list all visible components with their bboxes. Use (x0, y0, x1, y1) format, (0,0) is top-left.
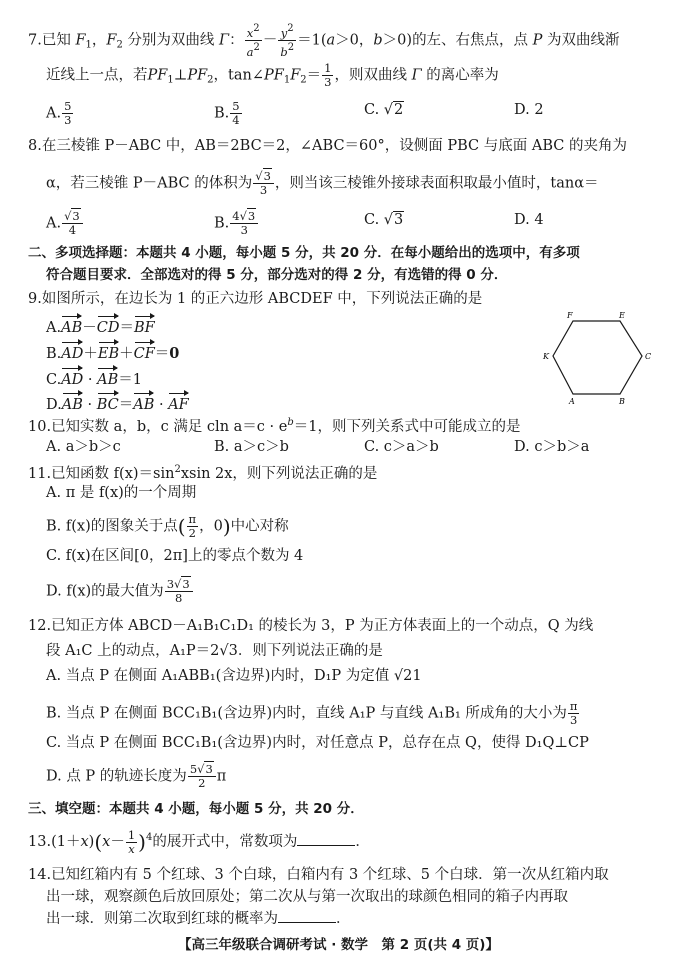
option-label: C. (46, 372, 62, 388)
q11-text: 中心对称 (230, 518, 289, 535)
q9-option-d: D.AB · BC＝AB · AF (46, 391, 189, 415)
hexagon-shape (553, 321, 642, 394)
q11-option-a: A. π 是 f(x)的一个周期 (46, 485, 197, 501)
option-label: D. (46, 397, 62, 413)
sqrt-value: 2 (394, 102, 404, 118)
q11-option-d: D. f(x)的最大值为 $\frac{3√3}{8}$ (46, 578, 194, 605)
q13-stem: 13.(1＋x)(x－ $\frac{1}{x}$ )$^4$的展开式中，常数项为 ． (28, 827, 370, 856)
q12-option-b: B. 当点 P 在侧面 BCC₁B₁(含边界)内时，直线 A₁P 与直线 A₁B₁ 所成角的大小为 $\frac{\pi}{3}$ (46, 699, 578, 727)
q11-option-b: B. f(x)的图象关于点( $\frac{\pi}{2}$ ，0)中心对称 (46, 512, 289, 540)
hex-label-e: E (619, 311, 625, 320)
q8-option-a: A. $\frac{√3}{4}$ (46, 210, 84, 237)
page-footer: 【高三年级联合调研考试 · 数学 第 2 页(共 4 页)】 (178, 937, 499, 953)
hex-label-a: A (569, 397, 575, 406)
q12-text: 已知正方体 ABCD－A₁B₁C₁D₁ 的棱长为 3，P 为正方体表面上的一个动点，Q 为线 (51, 618, 594, 634)
q9-option-b: B.AD＋EB＋CF＝0 (46, 340, 179, 364)
q7-text: 为双曲线渐 (547, 32, 620, 49)
hex-label-b: B (619, 397, 625, 406)
q7-text: 的离心率为 (426, 67, 499, 84)
q10-text: ＝1，则下列关系式中可能成立的是 (293, 419, 521, 435)
q13-number: 13. (28, 834, 52, 850)
option-label: A. (46, 215, 62, 232)
q12-line2: 段 A₁C 上的动点，A₁P＝2√3．则下列说法正确的是 (46, 643, 383, 659)
q14-answer-blank[interactable] (278, 908, 336, 923)
q9-stem (28, 289, 482, 309)
q7-text: 分别为双曲线 (127, 32, 215, 49)
q8-option-d: D. 4 (514, 212, 544, 228)
option-label: B. (214, 105, 230, 122)
q9-text: 如图所示，在边长为 1 的正六边形 ABCDEF 中，下列说法正确的是 (41, 291, 483, 307)
q7-frac-tan: $\frac{1}{3}$ (324, 61, 332, 89)
q11-text: 已知函数 f(x)＝sin (51, 466, 175, 482)
q7-number: 7. (28, 32, 42, 49)
option-label: B. (46, 346, 62, 362)
hexagon-figure (540, 310, 660, 406)
q12-line1 (28, 616, 593, 636)
hex-label-f: F (567, 311, 573, 320)
q14-line1 (28, 865, 609, 885)
q7-text: 的左、右焦点，点 (412, 32, 529, 49)
q11-option-c: C. f(x)在区间[0，2π]上的零点个数为 4 (46, 548, 304, 564)
section2-instructions: 符合题目要求．全部选对的得 5 分，部分选对的得 2 分，有选错的得 0 分． (46, 267, 508, 283)
q8-line2 (46, 170, 599, 197)
q8-option-b: B. $\frac{4√3}{3}$ (214, 210, 259, 237)
q13-answer-blank[interactable] (297, 831, 355, 846)
q12-number: 12. (28, 618, 52, 634)
q8-text: 在三棱锥 P－ABC 中，AB＝2BC＝2，∠ABC＝60°，设侧面 PBC 与底面 ABC 的夹角为 (41, 138, 627, 154)
q9-option-a: A.AB－CD＝BF (46, 314, 155, 338)
q7-option-a (46, 100, 74, 127)
frac-den: 4 (232, 113, 240, 127)
frac-num: 5 (64, 99, 72, 113)
q10-stem: 10.已知实数 a，b，c 满足 cln $a=c \cdot e^b=1$，则下列关系式中可能成立的是 (28, 417, 521, 435)
q10-text: 已知实数 a，b，c 满足 cln a＝c · e (51, 419, 288, 435)
q7-line2: 近线上一点，若$PF_1\perp PF_2$，$\tan\angle PF_1F_2=$ $\frac{1}{3}$ ，则双曲线 Γ 的离心率为 (46, 61, 499, 89)
q10-number: 10. (28, 419, 52, 435)
q14-line2: 出一球，观察颜色后放回原处；第二次从与第一次取出的球颜色相同的箱子内再取 (46, 889, 568, 905)
option-label: B. (214, 215, 230, 232)
q13-text: 的展开式中，常数项为 (152, 834, 298, 850)
option-label: A. (46, 320, 62, 336)
q12-text: D. 点 P 的轨迹长度为 (46, 768, 187, 785)
q7-text: 已知 (41, 32, 71, 49)
option-label: C. (364, 212, 380, 228)
option-label: C. (364, 102, 380, 118)
q7-frac-y: $\frac{y2}{b2}$ (280, 23, 295, 59)
q12-option-c: C. 当点 P 在侧面 BCC₁B₁(含边界)内时，对任意点 P，总存在点 Q，使得 D₁Q⊥CP (46, 735, 589, 751)
q11-text: D. f(x)的最大值为 (46, 583, 164, 600)
q12-option-d: D. 点 P 的轨迹长度为 $\frac{5√3}{2}$ π (46, 762, 227, 790)
q7-text: 近线上一点，若 (46, 67, 148, 84)
q11-text: B. f(x)的图象关于点 (46, 518, 178, 535)
q7-option-b (214, 100, 243, 127)
q8-number: 8. (28, 138, 42, 154)
q11-stem: 11.已知函数 $f(x)=\sin^2xsin$ 2x，则下列说法正确的是 (28, 464, 378, 482)
q8-option-c: C. √3 (364, 212, 404, 228)
q10-option-a: A. a＞b＞c (46, 439, 121, 455)
q8-volume: $\frac{√3}{3}$ (253, 170, 274, 197)
q12-option-a: A. 当点 P 在侧面 A₁ABB₁(含边界)内时，D₁P 为定值 √21 (46, 668, 422, 684)
q7-option-c: C. √2 (364, 102, 404, 118)
q8-line1 (28, 136, 627, 156)
q7-frac-x: $\frac{x2}{a2}$ (246, 23, 260, 59)
q14-text: 已知红箱内有 5 个红球、3 个白球，白箱内有 3 个红球、5 个白球．第一次从红箱内取 (51, 867, 609, 883)
q10-option-c: C. c＞a＞b (364, 439, 439, 455)
q10-option-d: D. c＞b＞a (514, 439, 590, 455)
frac-num: 5 (232, 99, 240, 113)
q8-text: α，若三棱锥 P－ABC 的体积为 (46, 175, 253, 192)
section3-heading: 三、填空题：本题共 4 小题，每小题 5 分，共 20 分． (28, 801, 364, 817)
q7-option-d: D. 2 (514, 102, 544, 118)
q8-text: ，则当该三棱锥外接球表面积取最小值时，tanα＝ (274, 175, 599, 192)
option-label: A. (46, 105, 62, 122)
hex-label-c: C (645, 352, 652, 361)
q11-text: xsin 2x，则下列说法正确的是 (180, 466, 378, 482)
q12-text: B. 当点 P 在侧面 BCC₁B₁(含边界)内时，直线 A₁P 与直线 A₁B₁ 所成角的大小为 (46, 705, 567, 722)
q14-number: 14. (28, 867, 52, 883)
q11-number: 11. (28, 466, 52, 482)
q7-text: ，则双曲线 (334, 67, 407, 84)
q14-text: 出一球．则第二次取到红球的概率为 (46, 911, 278, 927)
q10-option-b: B. a＞c＞b (214, 439, 289, 455)
hex-label-d: K (543, 352, 549, 361)
q7-line1: 7.已知 $F_1$，$F_2$ 分别为双曲线 Γ： $\frac{x2}{a2}$ － $\frac{y2}{b2}$ ＝1(a＞0，b＞0)的左、右焦点，点 P 为双曲线渐 (28, 23, 620, 59)
q9-option-c: C.AD · AB＝1 (46, 366, 142, 390)
frac-den: 3 (64, 113, 72, 127)
q14-line3: 出一球．则第二次取到红球的概率为 ． (46, 908, 351, 929)
q9-number: 9. (28, 291, 42, 307)
section2-heading: 二、多项选择题：本题共 4 小题，每小题 5 分，共 20 分．在每小题给出的选项中，有多项 (28, 245, 580, 261)
